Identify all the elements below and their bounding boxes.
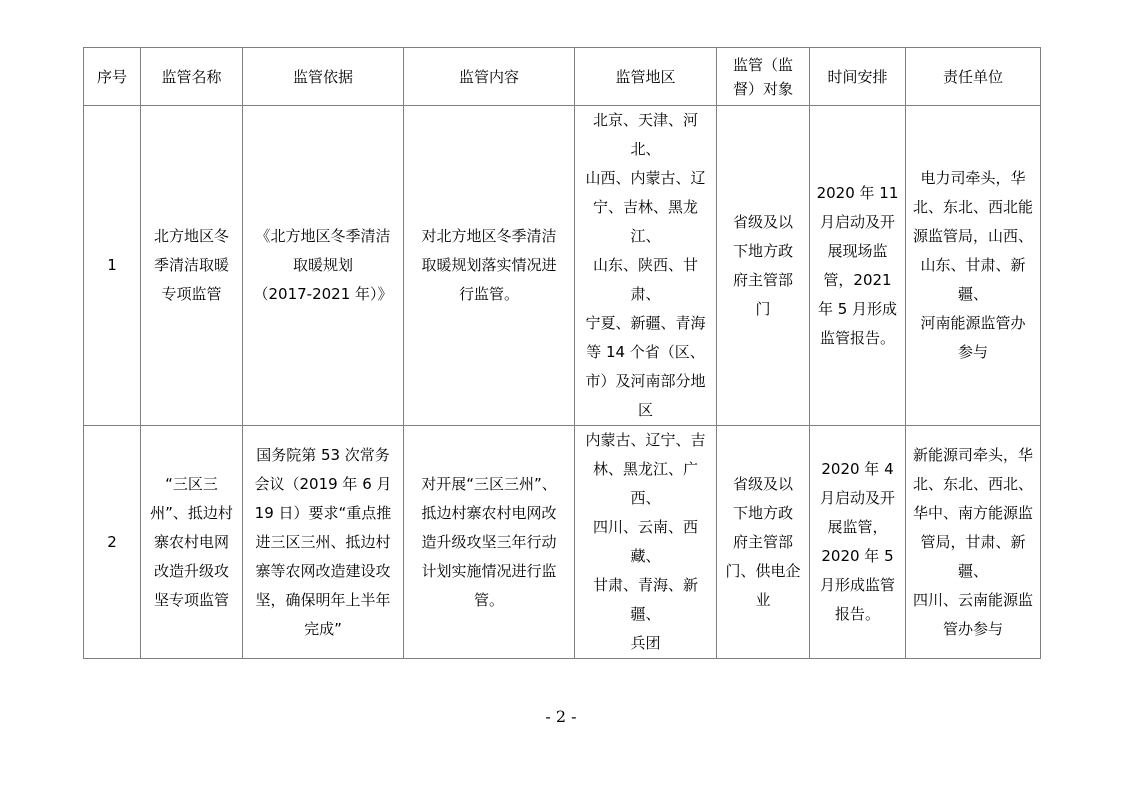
table-row <box>84 426 1041 659</box>
cell-supervision-target: 省级及以 下地方政 府主管部 门、供电企 业 <box>717 426 810 659</box>
table-row <box>84 106 1041 426</box>
header-supervision-content: 监管内容 <box>404 48 575 106</box>
cell-schedule: 2020 年 4 月启动及开 展监管， 2020 年 5 月形成监管 报告。 <box>810 426 906 659</box>
cell-supervision-content: 对开展“三区三州”、 抵边村寨农村电网改 造升级攻坚三年行动 计划实施情况进行监 管。 <box>404 426 575 659</box>
supervision-table-container <box>83 47 1041 659</box>
cell-supervision-basis: 国务院第 53 次常务 会议（2019 年 6 月 19 日）要求“重点推 进三区三州、抵边村 寨等农网改造建设攻 坚，确保明年上半年 完成” <box>243 426 404 659</box>
cell-supervision-target: 省级及以 下地方政 府主管部 门 <box>717 106 810 426</box>
cell-responsible-unit: 电力司牵头，华 北、东北、西北能 源监管局，山西、 山东、甘肃、新疆、 河南能源监管办 参与 <box>906 106 1041 426</box>
header-supervision-target: 监管（监 督）对象 <box>717 48 810 106</box>
cell-supervision-name: “三区三 州”、抵边村 寨农村电网 改造升级攻 坚专项监管 <box>141 426 243 659</box>
cell-supervision-region: 北京、天津、河北、 山西、内蒙古、辽 宁、吉林、黑龙江、 山东、陕西、甘肃、 宁夏、新疆、青海 等 14 个省（区、 市）及河南部分地 区 <box>575 106 717 426</box>
table-header-row <box>84 48 1041 106</box>
cell-supervision-name: 北方地区冬 季清洁取暖 专项监管 <box>141 106 243 426</box>
cell-responsible-unit: 新能源司牵头，华 北、东北、西北、 华中、南方能源监 管局，甘肃、新疆、 四川、云南能源监 管办参与 <box>906 426 1041 659</box>
cell-schedule: 2020 年 11 月启动及开 展现场监 管，2021 年 5 月形成 监管报告。 <box>810 106 906 426</box>
header-index: 序号 <box>84 48 141 106</box>
header-supervision-basis: 监管依据 <box>243 48 404 106</box>
header-supervision-region: 监管地区 <box>575 48 717 106</box>
cell-index: 1 <box>84 106 141 426</box>
header-supervision-name: 监管名称 <box>141 48 243 106</box>
supervision-table <box>83 47 1041 659</box>
cell-supervision-region: 内蒙古、辽宁、吉 林、黑龙江、广西、 四川、云南、西藏、 甘肃、青海、新疆、 兵团 <box>575 426 717 659</box>
cell-index: 2 <box>84 426 141 659</box>
header-schedule: 时间安排 <box>810 48 906 106</box>
cell-supervision-content: 对北方地区冬季清洁 取暖规划落实情况进 行监管。 <box>404 106 575 426</box>
cell-supervision-basis: 《北方地区冬季清洁 取暖规划 （2017-2021 年）》 <box>243 106 404 426</box>
header-responsible-unit: 责任单位 <box>906 48 1041 106</box>
page-number: - 2 - <box>545 707 577 726</box>
